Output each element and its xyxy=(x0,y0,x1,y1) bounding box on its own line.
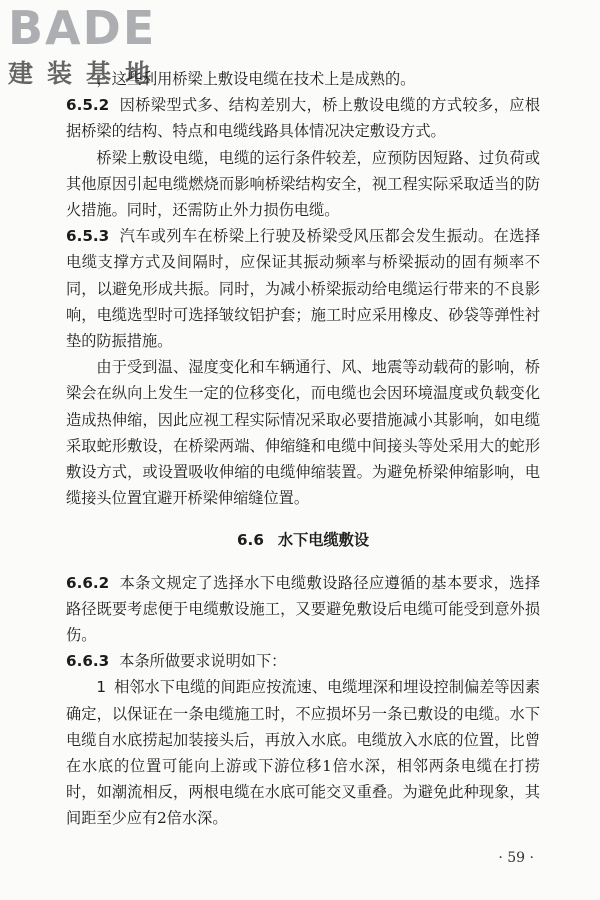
paragraph-text: ，这些利用桥梁上敷设电缆在技术上是成熟的。 xyxy=(96,70,416,88)
clause-6-5-2 xyxy=(66,92,540,144)
section-number: 6.6 xyxy=(236,531,264,550)
clause-6-5-3 xyxy=(66,223,540,354)
clause-text: 本条所做要求说明如下： xyxy=(119,652,287,671)
clause-number: 6.6.3 xyxy=(66,652,110,671)
clause-6-6-2 xyxy=(66,570,540,649)
clause-number: 6.6.2 xyxy=(66,573,110,592)
page-number: · 59 · xyxy=(498,850,534,866)
list-item-number: 1 xyxy=(96,678,107,697)
clause-text: 因桥梁型式多、结构差别大，桥上敷设电缆的方式较多，应根据桥梁的结构、特点和电缆线路具体情况决定敷设方式。 xyxy=(66,96,540,141)
list-item-1 xyxy=(66,674,540,831)
paragraph-text: 由于受到温、湿度变化和车辆通行、风、地震等动载荷的影响，桥梁会在纵向上发生一定的位移变化，而电缆也会因环境温度或负载变化造成热伸缩，因此应视工程实际情况采取必要措施减小其影响，如电缆采取蛇形敷设，在桥梁两端、伸缩缝和电缆中间接头等处采用大的蛇形敷设方式，或设置吸收伸缩的电缆伸缩装置。为避免桥梁伸缩影响，电缆接头位置宜避开桥梁伸缩缝位置。 xyxy=(66,358,540,508)
paragraph-thermal-expansion xyxy=(66,354,540,511)
section-heading xyxy=(66,527,540,553)
clause-6-6-3 xyxy=(66,648,540,674)
paragraph-text: 桥梁上敷设电缆，电缆的运行条件较差，应预防因短路、过负荷或其他原因引起电缆燃烧而影响桥梁结构安全，视工程实际采取适当的防火措施。同时，还需防止外力损伤电缆。 xyxy=(66,148,540,220)
watermark-logo-text: BADE xyxy=(8,1,157,55)
clause-number: 6.5.3 xyxy=(66,227,110,246)
list-item-text: 相邻水下电缆的间距应按流速、电缆埋深和埋设控制偏差等因素确定，以保证在一条电缆施工时，不应损坏另一条已敷设的电缆。水下电缆自水底捞起加装接头后，再放入水底。电缆放入水底的位置，比曾在水底的位置可能向上游或下游位移1倍水深，相邻两条电缆在打捞时，如潮流相反，两根电缆在水底可能交叉重叠。为避免此种现象，其间距至少应有2倍水深。 xyxy=(66,678,540,828)
paragraph-intro xyxy=(66,66,540,92)
page-body xyxy=(66,66,540,832)
clause-number: 6.5.2 xyxy=(66,96,110,115)
paragraph-fire-protection xyxy=(66,145,540,224)
clause-text: 汽车或列车在桥梁上行驶及桥梁受风压都会发生振动。在选择电缆支撑方式及间隔时，应保证其振动频率与桥梁振动的固有频率不同，以避免形成共振。同时，为减小桥梁振动给电缆运行带来的不良影响，电缆选型时可选择皱纹铝护套；施工时应采用橡皮、砂袋等弹性衬垫的防振措施。 xyxy=(66,227,540,351)
section-title: 水下电缆敷设 xyxy=(277,531,370,550)
watermark-tagline: 建装基地 xyxy=(8,59,165,88)
clause-text: 本条文规定了选择水下电缆敷设路径应遵循的基本要求，选择路径既要考虑便于电缆敷设施工，又要避免敷设后电缆可能受到意外损伤。 xyxy=(66,573,540,645)
